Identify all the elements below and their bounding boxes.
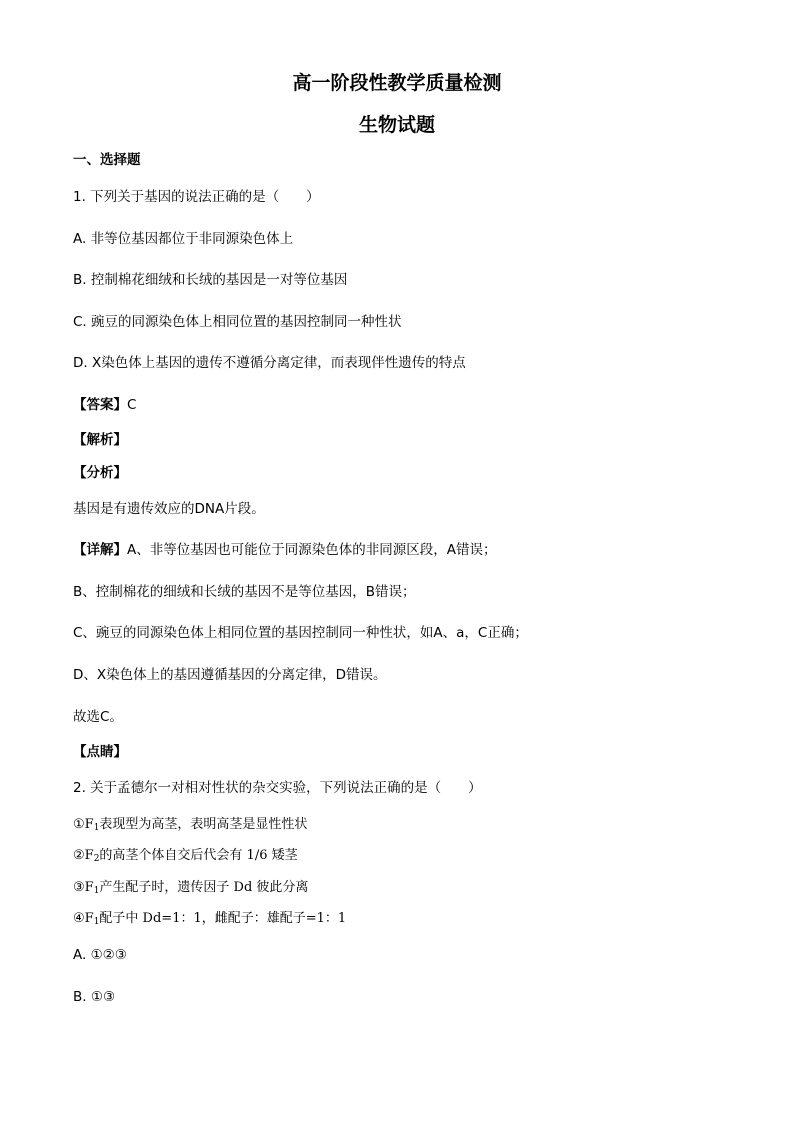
q2-statement-4 [73,910,346,928]
statement-text: 产生配子时，遗传因子 Dd 彼此分离 [99,880,309,895]
statement-text: 表现型为高茎，表明高茎是显性性状 [99,817,308,832]
subscript: 2 [93,854,100,864]
section-heading: 一、选择题 [73,152,141,168]
q1-answer [73,396,136,414]
q1-stem: 1. 下列关于基因的说法正确的是（ ） [73,189,320,205]
answer-value: C [127,397,137,413]
q1-fenxi-text: 基因是有遗传效应的DNA片段。 [73,501,265,517]
subscript: 1 [93,886,100,896]
q1-fenxi-label: 【分析】 [73,465,127,481]
q2-option-a: A. ①②③ [73,947,127,963]
statement-prefix: ④F [73,911,94,926]
q1-xiangjie-c: C、豌豆的同源染色体上相同位置的基因控制同一种性状，如A、a，C正确； [73,625,528,641]
q1-dianjing-label: 【点睛】 [73,744,127,760]
q1-conclusion: 故选C。 [73,709,123,725]
document-title: 高一阶段性教学质量检测 [292,72,502,94]
q1-option-b: B. 控制棉花细绒和长绒的基因是一对等位基因 [73,272,348,288]
subscript: 1 [93,917,100,927]
q1-option-a: A. 非等位基因都位于非同源染色体上 [73,231,294,247]
xiangjie-label: 【详解】 [73,542,127,558]
q2-option-b: B. ①③ [73,989,116,1005]
q2-stem: 2. 关于孟德尔一对相对性状的杂交实验，下列说法正确的是（ ） [73,780,482,796]
q1-xiangjie-b: B、控制棉花的细绒和长绒的基因不是等位基因，B错误； [73,584,416,600]
q1-xiangjie-a [73,541,496,559]
subscript: 1 [93,823,100,833]
statement-text: 的高茎个体自交后代会有 1/6 矮茎 [99,848,298,863]
answer-label: 【答案】 [73,397,127,413]
statement-prefix: ③F [73,880,94,895]
q2-statement-1 [73,816,307,834]
xiangjie-a-text: A、非等位基因也可能位于同源染色体的非同源区段，A错误； [127,542,497,558]
statement-text: 配子中 Dd=1：1，雌配子：雄配子=1：1 [99,911,347,926]
statement-prefix: ②F [73,848,94,863]
q1-analysis-label: 【解析】 [73,432,127,448]
q1-option-d: D. X染色体上基因的遗传不遵循分离定律，而表现伴性遗传的特点 [73,355,466,371]
q1-xiangjie-d: D、X染色体上的基因遵循基因的分离定律，D错误。 [73,667,387,683]
q2-statement-3 [73,879,308,897]
document-subtitle: 生物试题 [358,114,435,136]
statement-prefix: ①F [73,817,94,832]
q1-option-c: C. 豌豆的同源染色体上相同位置的基因控制同一种性状 [73,314,402,330]
q2-statement-2 [73,847,298,865]
